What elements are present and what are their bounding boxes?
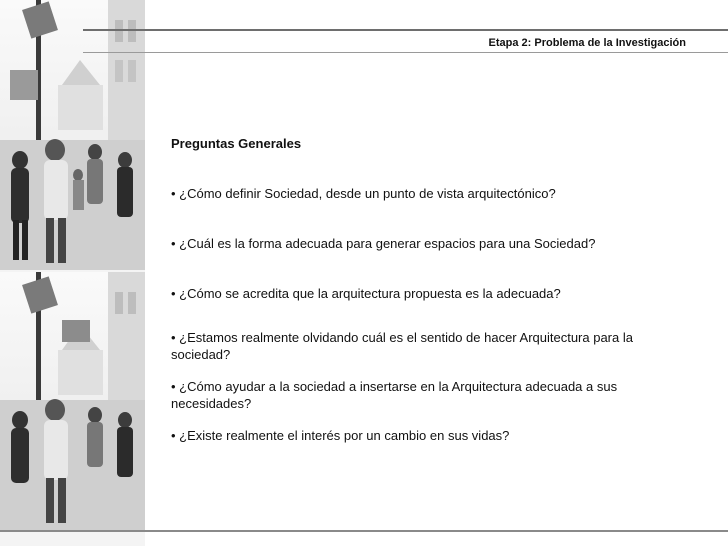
questions-section bbox=[171, 136, 651, 444]
photo-top bbox=[0, 0, 145, 270]
footer-rule bbox=[0, 530, 728, 532]
question-item: • ¿Cómo ayudar a la sociedad a insertarse en la Arquitectura adecuada a sus necesidades? bbox=[171, 379, 618, 411]
question-item: • ¿Cuál es la forma adecuada para generar espacios para una Sociedad? bbox=[171, 236, 596, 251]
photo-bottom bbox=[0, 272, 145, 530]
street-photo-illustration bbox=[0, 0, 145, 546]
question-item: • ¿Cómo se acredita que la arquitectura propuesta es la adecuada? bbox=[171, 286, 561, 301]
street-photo-strip bbox=[0, 0, 145, 546]
question-item: • ¿Existe realmente el interés por un cambio en sus vidas? bbox=[171, 428, 510, 443]
stage-title: Etapa 2: Problema de la Investigación bbox=[488, 37, 686, 49]
header-rule-secondary bbox=[83, 52, 728, 53]
question-item: • ¿Estamos realmente olvidando cuál es el sentido de hacer Arquitectura para la sociedad? bbox=[171, 330, 633, 362]
section-heading: Preguntas Generales bbox=[171, 136, 302, 151]
question-item: • ¿Cómo definir Sociedad, desde un punto de vista arquitectónico? bbox=[171, 186, 556, 201]
header-rule bbox=[83, 29, 728, 31]
